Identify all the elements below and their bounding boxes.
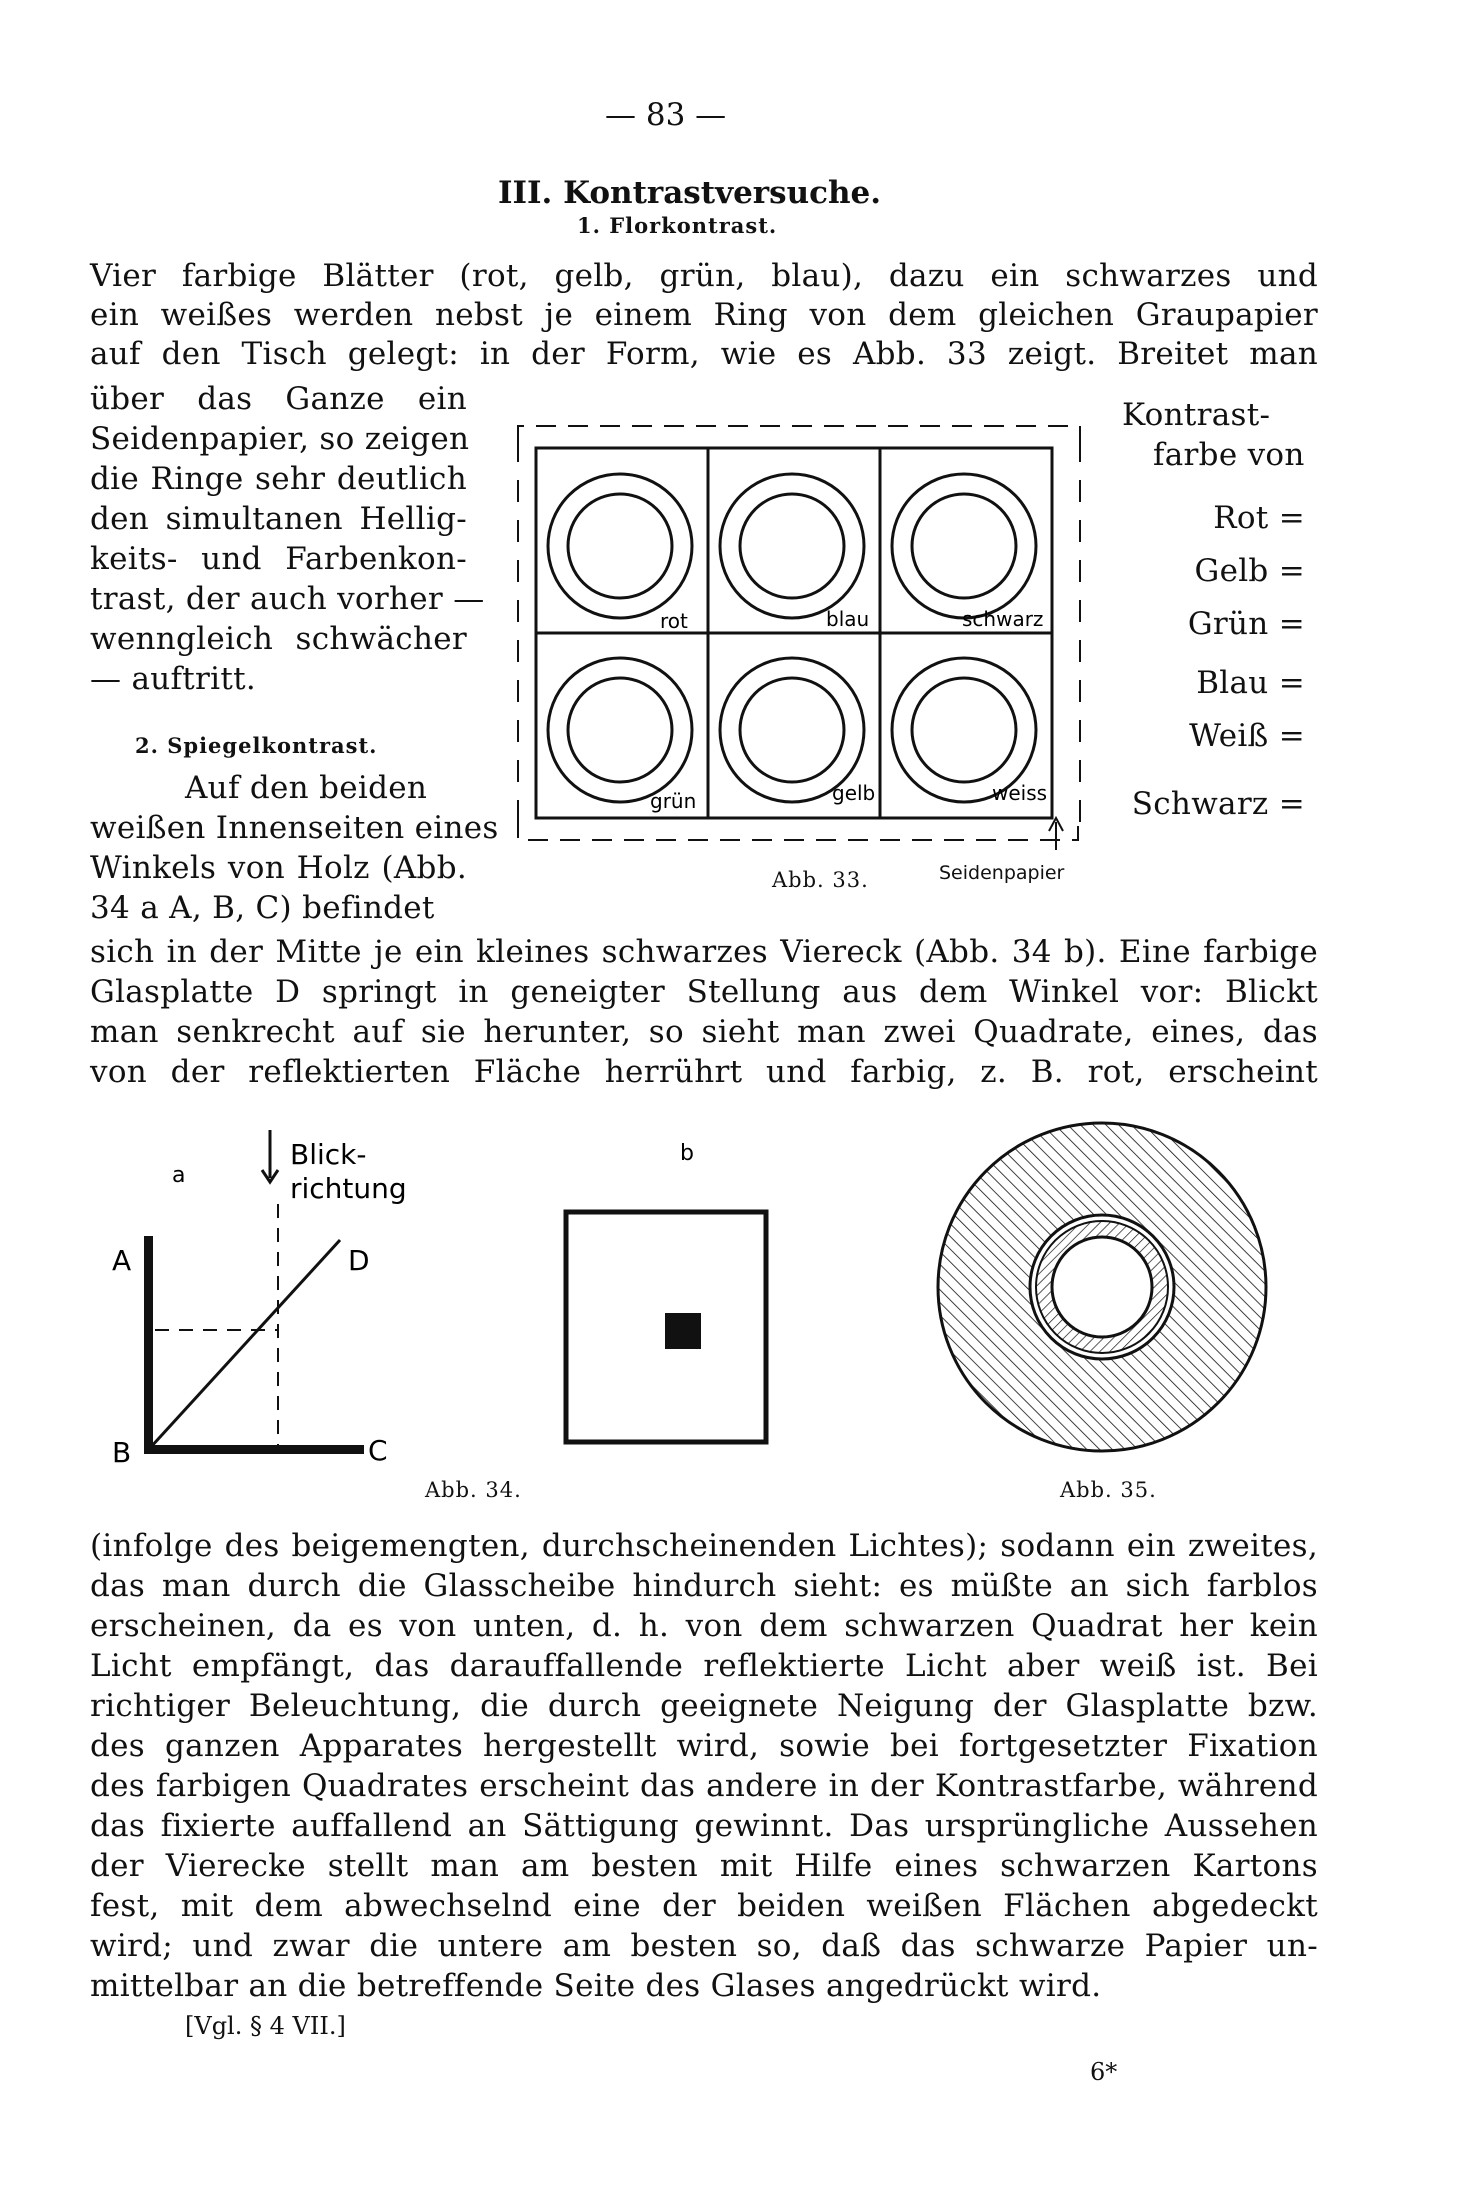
fig34-caption: Abb. 34. (425, 1478, 522, 1502)
figure-33 (500, 410, 1100, 880)
para2-line-1: sich in der Mitte je ein kleines schwarzes Viereck (Abb. 34 b). Eine farbige (90, 934, 1318, 970)
para3-line-11: wird; und zwar die untere am besten so, daß das schwarze Papier un- (90, 1928, 1318, 1964)
para1-left-8: — auftritt. (90, 661, 257, 697)
para2-left-3: Winkels von Holz (Abb. (90, 850, 467, 886)
figure-35 (930, 1115, 1275, 1460)
black-square (665, 1313, 701, 1349)
para1-left-4: den simultanen Hellig- (90, 501, 467, 537)
contrast-row-gelb: Gelb = (1194, 553, 1305, 589)
para3-line-9: der Vierecke stellt man am besten mit Hilfe eines schwarzen Kartons (90, 1848, 1318, 1884)
corner-label-D: D (348, 1244, 370, 1277)
para2-line-3: man senkrecht auf sie herunter, so sieht man zwei Quadrate, eines, das (90, 1014, 1318, 1050)
para1-left-5: keits- und Farbenkon- (90, 541, 467, 577)
plate-C (144, 1445, 364, 1454)
plate-A (144, 1236, 153, 1452)
para3-line-3: erscheinen, da es von unten, d. h. von dem schwarzen Quadrat her kein (90, 1608, 1318, 1644)
ring-schwarz (892, 474, 1036, 618)
para1-line-2: ein weißes werden nebst je einem Ring von dem gleichen Graupapier (90, 297, 1318, 333)
reference: [Vgl. § 4 VII.] (185, 2012, 346, 2040)
contrast-row-schwarz: Schwarz = (1131, 786, 1305, 822)
para3-line-2: das man durch die Glasscheibe hindurch sieht: es müßte an sich farblos (90, 1568, 1318, 1604)
fig34a-label: a (172, 1163, 186, 1188)
ring-gruen (548, 658, 692, 802)
para1-line-1: Vier farbige Blätter (rot, gelb, grün, blau), dazu ein schwarzes und (90, 258, 1318, 294)
para3-line-4: Licht empfängt, das darauffallende reflektierte Licht aber weiß ist. Bei (90, 1648, 1318, 1684)
ring-blau (720, 474, 864, 618)
fig33-tissue-label: Seidenpapier (939, 862, 1065, 884)
tissue-paper-outline (518, 426, 1080, 440)
para2-line-2: Glasplatte D springt in geneigter Stellung aus dem Winkel vor: Blickt (90, 974, 1318, 1010)
para2-line-4: von der reflektierten Fläche herrührt und farbig, z. B. rot, erscheint (90, 1054, 1318, 1090)
signature-mark: 6* (1090, 2058, 1118, 2086)
figure-34a (100, 1120, 430, 1470)
para3-line-10: fest, mit dem abwechselnd eine der beiden weißen Flächen abgedeckt (90, 1888, 1318, 1924)
para1-left-7: wenngleich schwächer (90, 621, 467, 657)
corner-label-C: C (368, 1434, 388, 1467)
contrast-row-rot: Rot = (1213, 500, 1305, 536)
inner-white-disc (1052, 1237, 1152, 1337)
contrast-header-1: Kontrast- (1122, 397, 1271, 433)
cell-label-weiss: weiss (992, 781, 1048, 805)
contrast-row-blau: Blau = (1196, 665, 1305, 701)
para2-left-2: weißen Innenseiten eines (90, 810, 499, 846)
cell-label-gruen: grün (650, 789, 697, 813)
corner-label-A: A (112, 1244, 132, 1277)
contrast-row-gruen: Grün = (1187, 606, 1305, 642)
para3-line-1: (infolge des beigemengten, durchscheinenden Lichtes); sodann ein zweites, (90, 1528, 1318, 1564)
subsection-florkontrast: 1. Florkontrast. (577, 213, 778, 238)
fig35-caption: Abb. 35. (1060, 1478, 1157, 1502)
para1-left-6: trast, der auch vorher — (90, 581, 485, 617)
para1-left-3: die Ringe sehr deutlich (90, 461, 467, 497)
glass-plate-D (150, 1240, 340, 1448)
view-direction-label-2: richtung (290, 1172, 407, 1205)
cell-label-gelb: gelb (832, 781, 876, 805)
para1-left-2: Seidenpapier, so zeigen (90, 421, 470, 457)
para2-left-4: 34 a A, B, C) befindet (90, 890, 435, 926)
section-title: III. Kontrastversuche. (498, 175, 882, 211)
page-number: — 83 — (605, 97, 727, 133)
para1-line-3: auf den Tisch gelegt: in der Form, wie es Abb. 33 zeigt. Breitet man (90, 336, 1318, 372)
figure-34b (540, 1130, 800, 1460)
fig33-caption: Abb. 33. (772, 868, 869, 892)
para3-line-7: des farbigen Quadrates erscheint das andere in der Kontrastfarbe, während (90, 1768, 1318, 1804)
para3-line-6: des ganzen Apparates hergestellt wird, sowie bei fortgesetzter Fixation (90, 1728, 1318, 1764)
ring-rot (548, 474, 692, 618)
para3-line-8: das fixierte auffallend an Sättigung gewinnt. Das ursprüngliche Aussehen (90, 1808, 1318, 1844)
view-direction-label-1: Blick- (290, 1138, 367, 1171)
cell-label-rot: rot (660, 609, 688, 633)
para2-left-1: Auf den beiden (185, 770, 428, 806)
contrast-header-2: farbe von (1153, 437, 1305, 473)
cell-label-schwarz: schwarz (962, 607, 1044, 631)
para3-line-5: richtiger Beleuchtung, die durch geeignete Neigung der Glasplatte bzw. (90, 1688, 1318, 1724)
contrast-row-weiss: Weiß = (1189, 718, 1305, 754)
fig34b-label: b (680, 1141, 694, 1166)
cell-label-blau: blau (826, 607, 870, 631)
para3-line-12: mittelbar an die betreffende Seite des Glases angedrückt wird. (90, 1968, 1102, 2004)
subsection-spiegelkontrast: 2. Spiegelkontrast. (135, 733, 378, 758)
corner-label-B: B (112, 1436, 132, 1469)
para1-left-1: über das Ganze ein (90, 381, 467, 417)
